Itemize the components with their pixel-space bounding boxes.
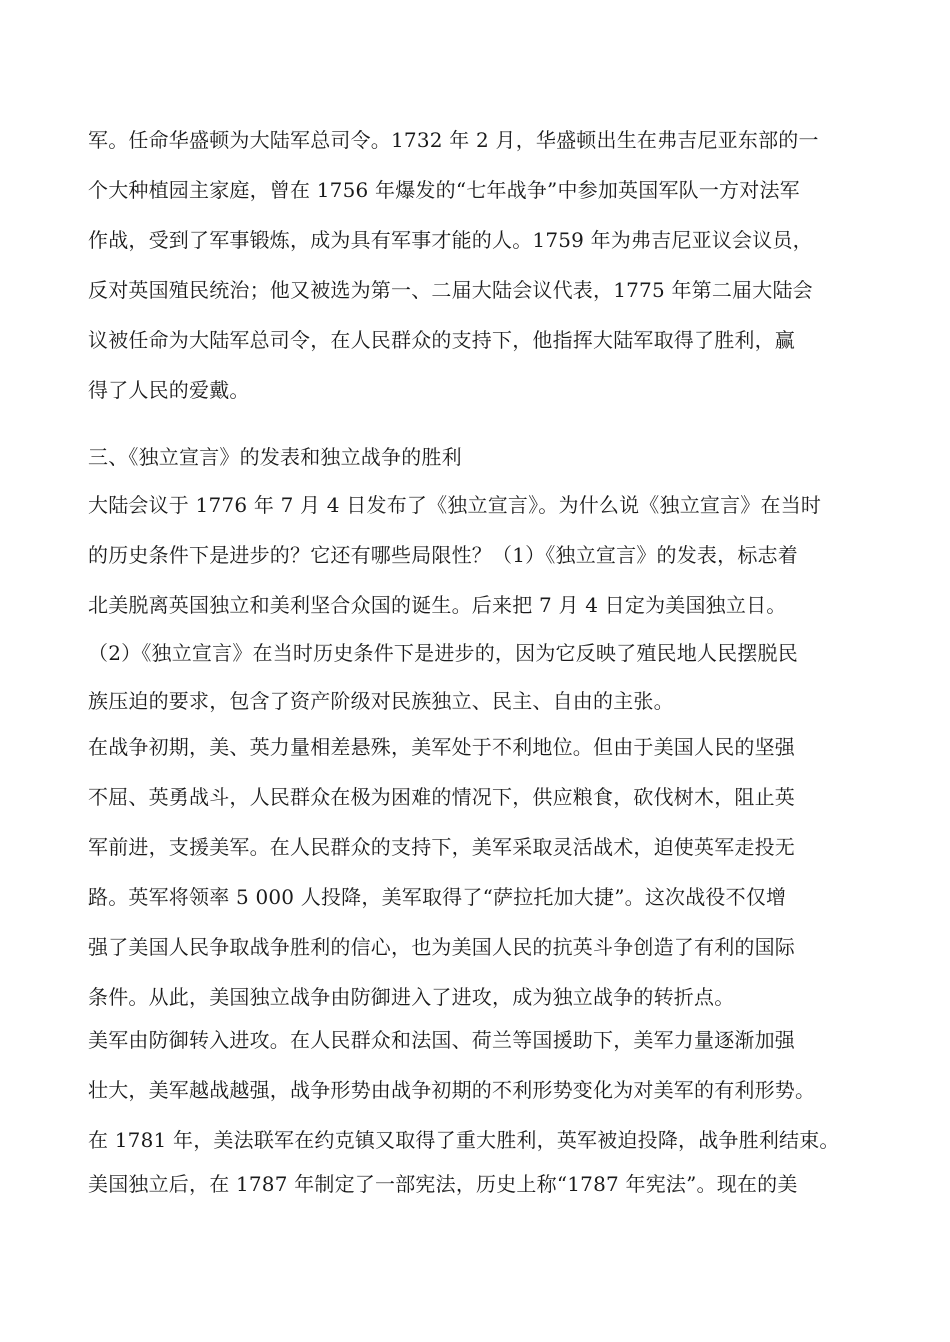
text-line: 大陆会议于 1776 年 7 月 4 日发布了《独立宣言》。为什么说《独立宣言》在当时: [88, 493, 822, 517]
text-line: 条件。从此，美国独立战争由防御进入了进攻，成为独立战争的转折点。: [88, 985, 735, 1009]
text-line: 强了美国人民争取战争胜利的信心，也为美国人民的抗英斗争创造了有利的国际: [88, 935, 795, 959]
text-line: 个大种植园主家庭，曾在 1756 年爆发的“七年战争”中参加英国军队一方对法军: [88, 178, 800, 202]
text-line: 军前进，支援美军。在人民群众的支持下，美军采取灵活战术，迫使英军走投无: [88, 835, 795, 859]
text-line: 的历史条件下是进步的？它还有哪些局限性？（1）《独立宣言》的发表，标志着: [88, 543, 798, 567]
text-line: 族压迫的要求，包含了资产阶级对民族独立、民主、自由的主张。: [88, 689, 674, 713]
text-line: 议被任命为大陆军总司令，在人民群众的支持下，他指挥大陆军取得了胜利，赢: [88, 328, 795, 352]
section-heading: 三、《独立宣言》的发表和独立战争的胜利: [88, 445, 462, 469]
text-line: 得了人民的爱戴。: [88, 378, 250, 402]
text-line: 美国独立后，在 1787 年制定了一部宪法，历史上称“1787 年宪法”。现在的美: [88, 1172, 798, 1196]
text-line: 美军由防御转入进攻。在人民群众和法国、荷兰等国援助下，美军力量逐渐加强: [88, 1028, 795, 1052]
text-line: 反对英国殖民统治；他又被选为第一、二届大陆会议代表，1775 年第二届大陆会: [88, 278, 813, 302]
text-line: 在战争初期，美、英力量相差悬殊，美军处于不利地位。但由于美国人民的坚强: [88, 735, 795, 759]
text-line: 壮大，美军越战越强，战争形势由战争初期的不利形势变化为对美军的有利形势。: [88, 1078, 816, 1102]
text-line: 军。任命华盛顿为大陆军总司令。1732 年 2 月，华盛顿出生在弗吉尼亚东部的一: [88, 128, 819, 152]
text-line: 在 1781 年，美法联军在约克镇又取得了重大胜利，英军被迫投降，战争胜利结束。: [88, 1128, 840, 1152]
text-line: 不屈、英勇战斗，人民群众在极为困难的情况下，供应粮食，砍伐树木，阻止英: [88, 785, 795, 809]
text-line: 路。英军将领率 5 000 人投降，美军取得了“萨拉托加大捷”。这次战役不仅增: [88, 885, 787, 909]
text-line: 作战，受到了军事锻炼，成为具有军事才能的人。1759 年为弗吉尼亚议会议员，: [88, 228, 813, 252]
text-line: （2）《独立宣言》在当时历史条件下是进步的，因为它反映了殖民地人民摆脱民: [88, 641, 798, 665]
text-line: 北美脱离英国独立和美利坚合众国的诞生。后来把 7 月 4 日定为美国独立日。: [88, 593, 787, 617]
